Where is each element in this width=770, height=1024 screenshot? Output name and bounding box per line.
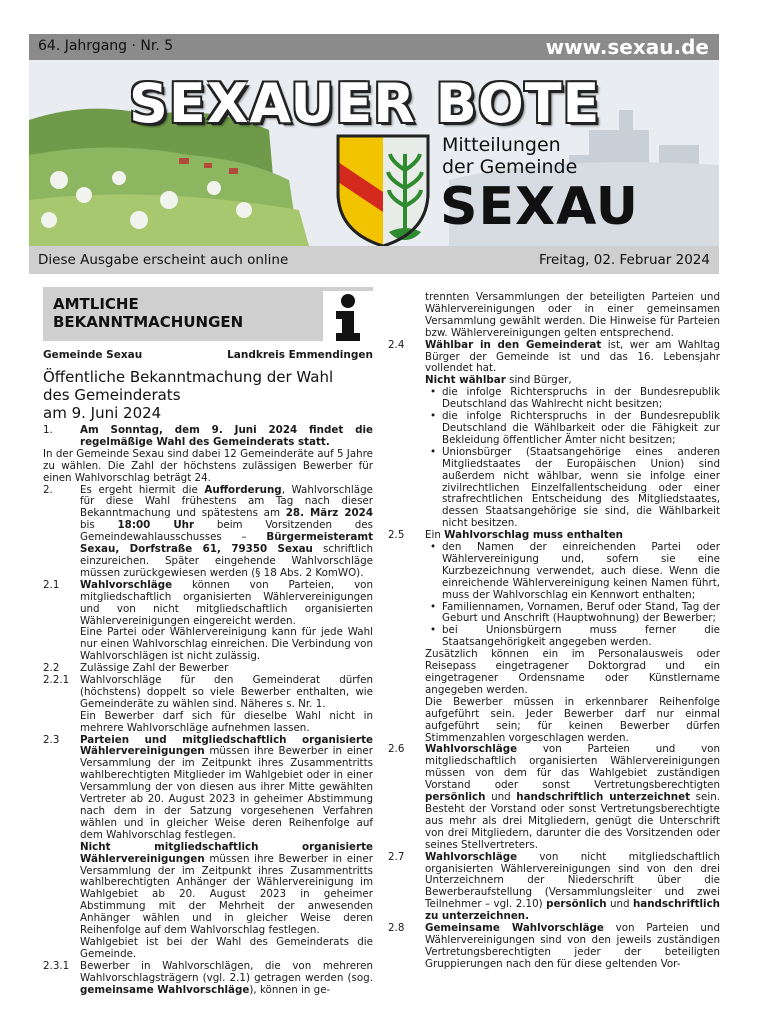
text-run: Ein xyxy=(425,529,445,542)
subtitle-line-1: Mitteilungen xyxy=(442,134,561,156)
website-link[interactable]: www.sexau.de xyxy=(545,35,709,59)
issue-number: 64. Jahrgang · Nr. 5 xyxy=(38,38,174,54)
text-run: Wahlvorschläge für den Gemeinderat dürfen (höchstens) doppelt so viele Bewerber enthalten, wie Gemeinderäte zu wählen sind. Näheres s. Nr. 1. xyxy=(80,674,373,710)
text-run: von nicht mitgliedschaftlich organisierten Wählervereinigungen sind von den drei Unterzeichnern der Niederschrift über die Bewerberaufstellung (Versammlungsleiter und zwei Teilnehmer – vgl. 2.10) xyxy=(425,850,720,911)
list-item: • Familiennamen, Vornamen, Beruf oder Stand, Tag der Geburt und Anschrift (Hauptwohnung) der Bewerber; xyxy=(425,602,720,626)
item-number: 2.2 xyxy=(43,662,60,675)
text-run: bis xyxy=(80,519,118,532)
list-item: • Unionsbürger (Staatsangehörige eines anderen Mitgliedstaates der Europäischen Union) sind außerdem nicht wählbar, wenn sie infolge einer zivilrechtlichen Einzelfallentscheidung oder einer strafrechtlichen Entscheidung des Mitgliedstaates, dessen Staatsangehörige sie sind, die Wählbarkeit nicht besitzen. xyxy=(425,447,720,530)
text-run: gemeinsame Wahlvorschläge xyxy=(80,983,250,996)
paragraph-2-4 xyxy=(388,340,720,376)
text-run: sind Bürger, xyxy=(505,374,572,387)
text-run: können von Parteien, von mitgliedschaftlich organisierten Wählervereinigungen und von nicht mitgliedschaftlich organisierten Wählervereinigungen eingereicht werden. xyxy=(80,578,373,627)
item-number: 2.2.1 xyxy=(43,674,70,687)
item-number: 2.1 xyxy=(43,578,60,591)
bullet-list xyxy=(388,387,720,530)
paragraph-text: In der Gemeinde Sexau sind dabei 12 Gemeinderäte auf 5 Jahre zu wählen. Die Zahl der höchstens zulässigen Bewerber für einen Wahlvorschlag beträgt 24. xyxy=(43,447,374,484)
text-run: Parteien und mitgliedschaftlich organisierte Wählervereinigungen xyxy=(80,733,373,758)
paragraph-2-3b xyxy=(43,842,373,937)
item-number: 2. xyxy=(43,483,53,496)
text-run: müssen ihre Bewerber in einer Versammlung der im Zeitpunkt ihres Zusammentritts wahlberechtigten Mitglieder im Wahlgebiet oder in einer Versammlung der von diesen aus ihrer Mitte gewählten Vertreter ab 20. August 2023 in geheimer Abstimmung nach dem in der Satzung vorgesehenen Verfahren wählen und in gleicher Weise deren Reihenfolge auf dem Wahlvorschlag festlegen. xyxy=(80,745,373,841)
paragraph-text: Ein Bewerber darf sich für dieselbe Wahl nicht in mehrere Wahlvorschläge aufnehmen lassen. xyxy=(80,709,373,734)
coat-of-arms-icon xyxy=(334,132,432,246)
bullet-list xyxy=(388,542,720,649)
subtitle-line-2: der Gemeinde xyxy=(442,156,578,178)
paragraph-2-7 xyxy=(388,852,720,923)
newspaper-title: SEXAUER BOTE xyxy=(129,72,601,135)
item-number: 2.7 xyxy=(388,850,405,863)
paragraph-2-3-1 xyxy=(43,961,373,997)
section-label xyxy=(53,295,243,331)
paragraph-2 xyxy=(43,485,373,580)
text-run: von Parteien und von mitgliedschaftlich organisierten Wählervereinigungen müssen von dem für das Wahlgebiet zuständigen Vorstand oder sonst Vertretungsberechtigten xyxy=(425,743,720,792)
paragraph-2-8 xyxy=(388,923,720,971)
item-number: 2.5 xyxy=(388,529,405,542)
text-run: Wählbar in den Gemeinderat xyxy=(425,338,602,351)
text-run: schriftlich einzureichen. Später eingehende Wahlvorschläge müssen zurückgewiesen werden (§ 18 Abs. 2 KomWO). xyxy=(80,543,374,579)
paragraph-2-2-1 xyxy=(43,675,373,711)
text-run: ), können in ge- xyxy=(249,983,331,996)
text-run: Gemeinsame Wahlvorschläge xyxy=(425,922,604,935)
text-run: , Wahlvorschläge für diese Wahl frühestens am Tag nach dieser Bekanntmachung und spätestens am xyxy=(80,483,373,520)
item-number: 2.6 xyxy=(388,743,405,756)
masthead-top-bar xyxy=(29,34,719,60)
text-run: sein. Besteht der Vorstand oder sonst Vertretungsberechtigte aus mehr als drei Mitgliedern, genügt die Unterschrift von drei Mitgliedern, darunter die des Vorsitzenden oder seines Stellvertreters. xyxy=(425,791,721,851)
list-item: • bei Unionsbürgern muss ferner die Staatsangehörigkeit angegeben werden. xyxy=(425,625,720,649)
heading-line-2: des Gemeinderats xyxy=(43,386,181,404)
text-run: persönlich xyxy=(546,898,607,911)
text-run: und xyxy=(485,791,517,804)
text-run: Wahlvorschläge xyxy=(425,743,518,756)
text-run: handschriftlich zu unterzeichnen. xyxy=(425,898,720,923)
section-label-line-1: AMTLICHE xyxy=(53,295,139,313)
district: Landkreis Emmendingen xyxy=(227,349,373,361)
left-column xyxy=(43,425,373,997)
text-run: Bürgermeisteramt Sexau, Dorfstraße 61, 79350 Sexau xyxy=(80,531,373,556)
info-icon xyxy=(323,291,373,341)
text-run: Wahlvorschläge xyxy=(80,578,173,591)
paragraph-2-6 xyxy=(388,744,720,851)
masthead xyxy=(29,60,719,246)
notice-heading xyxy=(43,368,373,422)
masthead-subtitle xyxy=(442,134,577,178)
item-number: 2.8 xyxy=(388,922,405,935)
municipality: Gemeinde Sexau xyxy=(43,349,143,361)
text-run: Bewerber in Wahlvorschlägen, die von mehreren Wahlvorschlagsträgern (vgl. 2.1) getragen werden (sog. xyxy=(80,959,373,984)
text-run: Wahlvorschlag muss enthalten xyxy=(444,529,624,542)
list-item: • die infolge Richterspruchs in der Bundesrepublik Deutschland das Wahlrecht nicht besitzen; xyxy=(425,387,720,411)
paragraph-text: Am Sonntag, dem 9. Juni 2024 findet die regelmäßige Wahl des Gemeinderats statt. xyxy=(80,424,373,448)
item-number: 2.3 xyxy=(43,733,60,746)
paragraph-text: Die Bewerber müssen in erkennbarer Reihenfolge aufgeführt sein. Jeder Bewerber darf nur einmal aufgeführt sein; für keinen Bewerber dürfen Stimmenzahlen vorgeschlagen werden. xyxy=(425,695,720,744)
paragraph-2-1 xyxy=(43,580,373,628)
text-run: 28. März 2024 xyxy=(285,507,373,520)
list-item: • den Namen der einreichenden Partei oder Wählervereinigung und, sofern sie eine Kurzbezeichnung verwendet, auch diese. Wenn die einreichende Wählervereinigung keinen Namen führt, muss der Wahlvorschlag ein Kennwort enthalten; xyxy=(425,542,720,602)
list-item: • die infolge Richterspruchs in der Bundesrepublik Deutschland die Wählbarkeit oder die Fähigkeit zur Bekleidung öffentlicher Ämter nicht besitzen; xyxy=(425,411,720,447)
item-number: 2.4 xyxy=(388,338,405,351)
heading-line-3: am 9. Juni 2024 xyxy=(43,404,162,422)
text-run: beim Vorsitzenden des Gemeindewahlausschusses – xyxy=(80,519,373,544)
online-note: Diese Ausgabe erscheint auch online xyxy=(38,252,289,268)
text-run: Nicht wählbar xyxy=(425,374,506,387)
heading-line-1: Öffentliche Bekanntmachung der Wahl xyxy=(43,368,334,386)
text-run: ist, wer am Wahltag Bürger der Gemeinde ist und das 16. Lebensjahr vollendet hat. xyxy=(425,338,721,375)
text-run: Aufforderung xyxy=(204,483,282,496)
text-run: Wahlvorschläge xyxy=(425,850,518,863)
paragraph-text: Wahlgebiet ist bei der Wahl des Gemeinderats die Gemeinde. xyxy=(80,935,373,960)
paragraph-text: Zusätzlich können ein im Personalausweis oder Reisepass eingetragener Doktorgrad und ein eingetragener Ordensname oder Künstlername angegeben werden. xyxy=(425,648,720,696)
paragraph-text: trennten Versammlungen der beteiligten Parteien und Wählervereinigungen oder in einer gemeinsamen Versammlung gewählt werden. Die Hinweise für Parteien bzw. Wählervereinigungen gelten entsprechend. xyxy=(425,291,720,339)
text-run: handschriftlich unterzeichnet xyxy=(516,791,691,804)
text-run: persönlich xyxy=(425,791,486,804)
text-run: Es ergeht hiermit die xyxy=(80,483,205,496)
issue-date: Freitag, 02. Februar 2024 xyxy=(538,252,710,268)
text-run: von Parteien und Wählervereinigungen sind von den jeweils zuständigen Vertretungsberechtigten jeder der beteiligten Gruppierungen nach den für diese geltenden Vor- xyxy=(425,922,720,970)
paragraph-2-3 xyxy=(43,735,373,842)
text-run: Zulässige Zahl der Bewerber xyxy=(80,662,229,675)
right-column xyxy=(388,292,720,971)
text-run: 18:00 Uhr xyxy=(117,519,195,532)
section-label-line-2: BEKANNTMACHUNGEN xyxy=(53,313,244,331)
item-number: 1. xyxy=(43,424,53,436)
text-run: und xyxy=(606,898,633,911)
item-number: 2.3.1 xyxy=(43,959,70,972)
paragraph-text: Eine Partei oder Wählervereinigung kann für jede Wahl nur einen Wahlvorschlag einreichen. Die Verbindung von Wahlvorschlägen ist nicht zulässig. xyxy=(80,626,373,663)
paragraph-1 xyxy=(43,425,373,449)
town-name: SEXAU xyxy=(440,177,639,237)
text-run: müssen ihre Bewerber in einer Versammlung der im Zeitpunkt ihres Zusammentritts wahlberechtigten Anhänger der Wählervereinigung im Wahlgebiet ab 20. August 2023 in geheimer Abstimmung mit der Mehrheit der anwesenden Anhänger wählen und in gleicher Weise deren Reihenfolge auf dem Wahlvorschlag festlegen. xyxy=(80,852,373,937)
info-bar xyxy=(29,246,719,274)
text-run: Nicht mitgliedschaftlich organisierte Wählervereinigungen xyxy=(80,840,373,865)
